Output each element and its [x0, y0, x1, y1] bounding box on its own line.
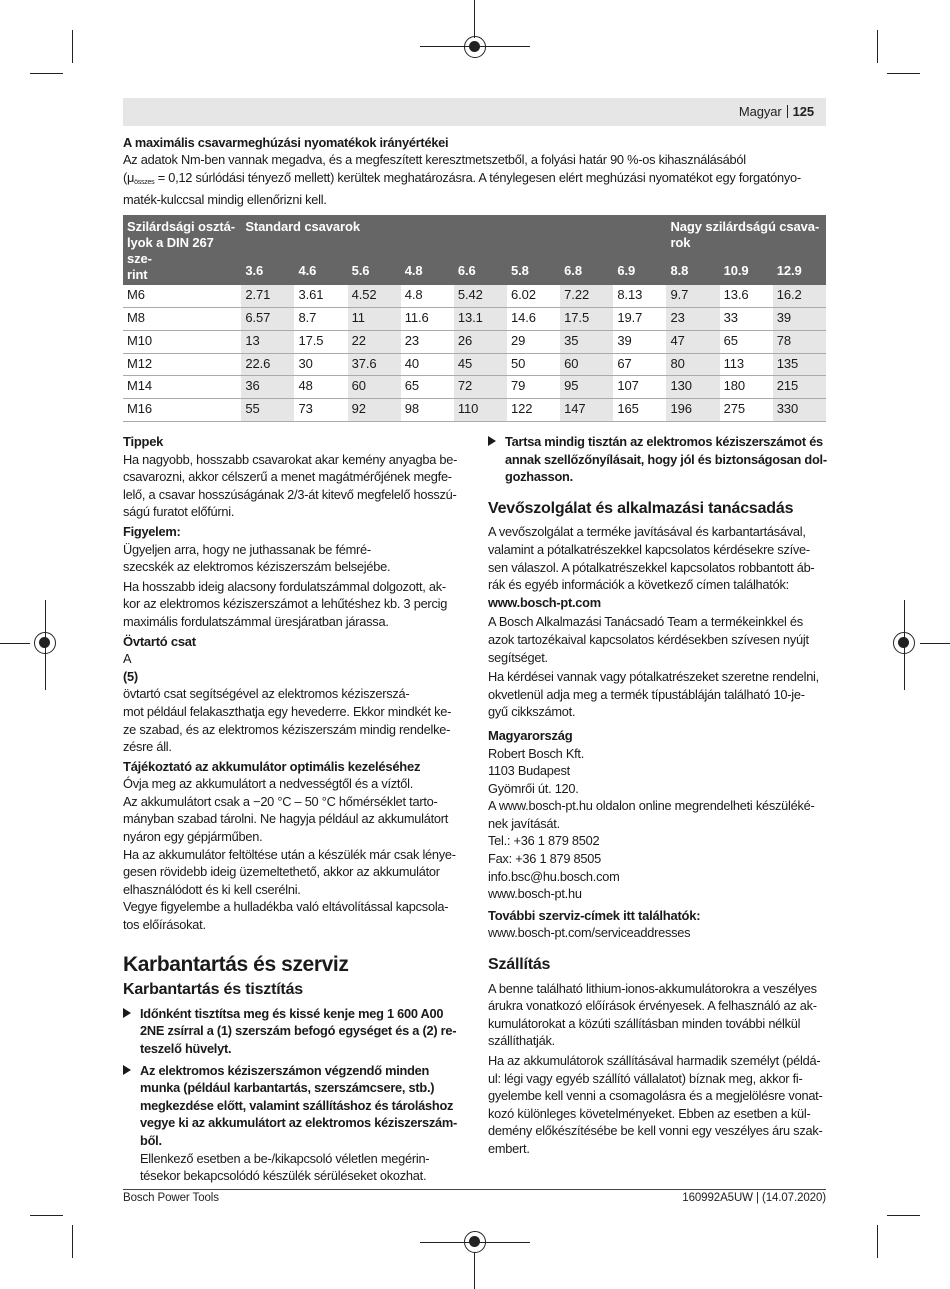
torque-value-cell: 37.6	[348, 353, 401, 376]
more-addresses-title: További szerviz-címek itt találhatók:	[488, 907, 701, 923]
torque-value-cell: 4.8	[401, 285, 454, 308]
transport-heading: Szállítás	[488, 956, 551, 974]
torque-value-cell: 60	[348, 376, 401, 399]
torque-value-cell: 30	[294, 353, 347, 376]
crop-mark	[72, 1225, 73, 1258]
torque-value-cell: 92	[348, 398, 401, 421]
intro-subscript: összes	[134, 178, 155, 186]
intro-line-rest: = 0,12 súrlódási tényező mellett) kerültek meghatározásra. A ténylegesen elért meghúzási nyomatékot egy forgatónyo-	[154, 169, 801, 185]
torque-value-cell: 196	[666, 398, 719, 421]
strength-class-header: 5.6	[348, 261, 401, 285]
torque-value-cell: 17.5	[560, 308, 613, 331]
crop-mark	[0, 643, 30, 644]
text-line: teszelő hüvelyt.	[140, 1041, 232, 1056]
thread-size-cell: M16	[123, 398, 241, 421]
text-line: kor az elektromos kéziszerszámot a lehűtéshez kb. 3 percig	[123, 596, 448, 612]
torque-value-cell: 50	[507, 353, 560, 376]
bullet-arrow-icon	[123, 1065, 131, 1075]
ref-number: (5)	[123, 668, 138, 684]
footer-rule	[123, 1189, 826, 1190]
torque-value-cell: 122	[507, 398, 560, 421]
thread-size-cell: M6	[123, 285, 241, 308]
left-column	[123, 433, 463, 1189]
advice-paragraph	[488, 613, 828, 666]
torque-value-cell: 275	[720, 398, 773, 421]
service-url: www.bosch-pt.com	[488, 594, 601, 610]
text-line: sen válaszol. A pótalkatrészekkel kapcsolatos robbantott áb-	[488, 559, 815, 575]
text-line: Robert Bosch Kft.	[488, 745, 585, 761]
text-line: valamint a pótalkatrészekkel kapcsolatos kérdésekre szíve-	[488, 541, 810, 557]
torque-value-cell: 8.7	[294, 308, 347, 331]
table-header-class	[123, 215, 241, 285]
intro-line	[123, 169, 828, 191]
torque-value-cell: 9.7	[666, 285, 719, 308]
page-header	[739, 104, 814, 119]
header-bar	[123, 98, 826, 126]
text-line: ul: légi vagy egyéb szállító vállalatot) bíznak meg, akkor fi-	[488, 1070, 803, 1086]
torque-value-cell: 67	[613, 353, 666, 376]
crop-mark	[30, 1215, 63, 1216]
table-row	[123, 353, 826, 376]
text-line: embert.	[488, 1140, 530, 1156]
torque-value-cell: 55	[241, 398, 294, 421]
torque-value-cell: 39	[613, 330, 666, 353]
cleaning-heading: Karbantartás és tisztítás	[123, 981, 303, 999]
torque-value-cell: 11.6	[401, 308, 454, 331]
text-line: Az akkumulátort csak a −20 °C – 50 °C hőmérséklet tarto-	[123, 793, 438, 809]
intro-line: maték-kulccsal mindig ellenőrizni kell.	[123, 191, 327, 207]
torque-value-cell: 147	[560, 398, 613, 421]
bullet-item	[123, 1005, 463, 1058]
text-line: csavarozni, akkor célszerű a menet magátmérőjének megfe-	[123, 469, 452, 485]
transport-paragraph	[488, 1052, 828, 1158]
text-line: annak szellőzőnyílásait, hogy jól és biztonságosan dol-	[505, 451, 827, 467]
torque-value-cell: 3.61	[294, 285, 347, 308]
thread-size-cell: M10	[123, 330, 241, 353]
bullet-arrow-icon	[488, 436, 496, 446]
battery-title: Tájékoztató az akkumulátor optimális kezeléséhez	[123, 758, 421, 774]
strength-class-header: 4.6	[294, 261, 347, 285]
bullet-arrow-icon	[123, 1008, 131, 1018]
crop-mark	[920, 643, 950, 644]
strength-class-header: 6.6	[454, 261, 507, 285]
torque-value-cell: 11	[348, 308, 401, 331]
torque-value-cell: 13	[241, 330, 294, 353]
table-body	[123, 285, 826, 421]
tips-paragraph	[123, 451, 463, 521]
torque-value-cell: 47	[666, 330, 719, 353]
torque-value-cell: 33	[720, 308, 773, 331]
text-line: zésre áll.	[123, 739, 172, 755]
text-line: Ha az akkumulátorok szállításával harmadik személyt (példá-	[488, 1053, 821, 1068]
thread-size-cell: M12	[123, 353, 241, 376]
bullet-item	[123, 1062, 463, 1185]
text-line: mányban szabad tárolni. Ne hagyja például az akkumulátort	[123, 811, 449, 827]
text-line-rest: Ügyeljen arra, hogy ne juthassanak be fémré-	[123, 541, 371, 557]
text-line: Fax: +36 1 879 8505	[488, 851, 602, 867]
table-row	[123, 285, 826, 308]
torque-value-cell: 40	[401, 353, 454, 376]
tips-title: Tippek	[123, 434, 164, 449]
more-addresses-url: www.bosch-pt.com/serviceaddresses	[488, 925, 691, 941]
text-line: www.bosch-pt.hu	[488, 886, 582, 902]
registration-mark-icon	[464, 1231, 486, 1253]
torque-value-cell: 113	[720, 353, 773, 376]
text-line: A www.bosch-pt.hu oldalon online megrendelheti készüléké-	[488, 798, 815, 814]
torque-value-cell: 39	[773, 308, 826, 331]
order-paragraph	[488, 668, 828, 721]
torque-value-cell: 26	[454, 330, 507, 353]
torque-value-cell: 165	[613, 398, 666, 421]
torque-value-cell: 8.13	[613, 285, 666, 308]
torque-value-cell: 135	[773, 353, 826, 376]
text-line: Ha hosszabb ideig alacsony fordulatszámmal dolgozott, ak-	[123, 578, 446, 594]
footer-doc-id: 160992A5UW | (14.07.2020)	[682, 1192, 826, 1204]
text-line: demény előkészítésébe be kell vonni egy veszélyes áru szak-	[488, 1123, 823, 1139]
strength-class-header: 6.9	[613, 261, 666, 285]
battery-paragraph	[123, 775, 463, 933]
text-line: nyáron egy gépjárműben.	[123, 829, 263, 845]
text-line: kumulátorokat a közúti szállításban minden további nélkül	[488, 1015, 801, 1031]
text-fragment: A	[123, 651, 132, 667]
country-title: Magyarország	[488, 727, 573, 743]
text-line: azok tartozékaival kapcsolatos kérdésekben szívesen nyújt	[488, 631, 809, 647]
text-line: Ha kérdései vannak vagy pótalkatrészeket szeretne rendelni,	[488, 669, 819, 685]
text-fragment: övtartó csat segítségével az elektromos kéziszerszá-	[123, 686, 410, 702]
text-line: 1103 Budapest	[488, 763, 570, 779]
strength-class-header: 10.9	[720, 261, 773, 285]
crop-mark	[877, 1225, 878, 1258]
torque-value-cell: 23	[401, 330, 454, 353]
strength-class-header: 3.6	[241, 261, 294, 285]
torque-value-cell: 13.6	[720, 285, 773, 308]
torque-value-cell: 23	[666, 308, 719, 331]
text-line: tésekor bekapcsolódó készülék sérüléseket okozhat.	[140, 1168, 427, 1184]
text-line: nek javítását.	[488, 815, 560, 831]
table-row	[123, 330, 826, 353]
crop-mark	[474, 1252, 475, 1289]
torque-value-cell: 65	[720, 330, 773, 353]
table-header-standard: Standard csavarok	[241, 215, 666, 261]
text-line: Vegye figyelembe a hulladékba való eltávolítással kapcsola-	[123, 899, 449, 915]
thread-size-cell: M8	[123, 308, 241, 331]
bullet-item	[488, 433, 828, 486]
page-number: 125	[792, 104, 814, 119]
header-line: rok	[670, 235, 691, 250]
text-line: gesen rövidebb ideig üzemeltethető, akkor az akkumulátor	[123, 864, 440, 880]
text-line: Óvja meg az akkumulátort a nedvességtől és a víztől.	[123, 776, 414, 792]
address-block	[488, 745, 828, 903]
text-line: Ha nagyobb, hosszabb csavarokat akar kemény anyagba be-	[123, 451, 458, 467]
text-line: Időnként tisztítsa meg és kissé kenje meg 1 600 A00	[140, 1005, 444, 1021]
torque-value-cell: 16.2	[773, 285, 826, 308]
crop-mark	[72, 30, 73, 63]
table-row	[123, 376, 826, 399]
crop-mark	[474, 0, 475, 38]
registration-mark-icon	[34, 632, 56, 654]
torque-value-cell: 72	[454, 376, 507, 399]
text-line: lelő, a csavar hosszúságának 2/3-át kitevő megfelelő hosszú-	[123, 486, 457, 502]
torque-intro	[123, 134, 828, 208]
torque-value-cell: 19.7	[613, 308, 666, 331]
cooling-paragraph	[123, 578, 463, 631]
torque-value-cell: 60	[560, 353, 613, 376]
text-line: rák és egyéb információk a következő címen találhatók:	[488, 577, 789, 593]
text-line: gyű cikkszámot.	[488, 704, 576, 720]
belt-clip-title: Övtartó csat	[123, 633, 196, 649]
text-line: Ha az akkumulátor feltöltése után a készülék már csak lénye-	[123, 846, 456, 862]
crop-mark	[887, 1215, 920, 1216]
crop-mark	[887, 73, 920, 74]
text-line	[123, 650, 463, 703]
text-line: info.bsc@hu.bosch.com	[488, 868, 620, 884]
header-line: lyok a DIN 267 sze-	[127, 235, 214, 266]
torque-value-cell: 80	[666, 353, 719, 376]
torque-value-cell: 17.5	[294, 330, 347, 353]
text-line: segítséget.	[488, 649, 548, 665]
header-line: Szilárdsági osztá-	[127, 219, 236, 234]
table-row	[123, 308, 826, 331]
torque-value-cell: 65	[401, 376, 454, 399]
header-separator	[787, 105, 788, 118]
torque-value-cell: 180	[720, 376, 773, 399]
strength-class-header: 8.8	[666, 261, 719, 285]
torque-value-cell: 98	[401, 398, 454, 421]
maintenance-heading: Karbantartás és szerviz	[123, 952, 349, 976]
caution-label: Figyelem:	[123, 523, 181, 539]
torque-value-cell: 4.52	[348, 285, 401, 308]
text-line: maximális fordulatszámmal üresjáratban járassa.	[123, 613, 389, 629]
crop-mark	[877, 30, 878, 63]
table-header-high-strength	[666, 215, 826, 261]
text-line: gyelembe kell venni a csomagolásra és a megjelölésre vonat-	[488, 1088, 823, 1104]
text-line: vegye ki az akkumulátort az elektromos kéziszerszám-	[140, 1115, 458, 1131]
torque-table	[123, 215, 826, 422]
torque-value-cell: 36	[241, 376, 294, 399]
text-line: 2NE zsírral a (1) szerszám befogó egységet és a (2) re-	[140, 1023, 457, 1039]
text-line: megkezdése előtt, valamint szállításhoz és tároláshoz	[140, 1097, 454, 1113]
torque-value-cell: 78	[773, 330, 826, 353]
text-line: zе szabad, és az elektromos kéziszerszám mindig rendelke-	[123, 721, 451, 737]
torque-value-cell: 22.6	[241, 353, 294, 376]
torque-value-cell: 35	[560, 330, 613, 353]
text-line: Tel.: +36 1 879 8502	[488, 833, 600, 849]
text-line: ságú furatot előfúrni.	[123, 504, 235, 520]
text-line: szállíthatják.	[488, 1033, 555, 1049]
text-line: szecskék az elektromos kéziszerszám belsejébe.	[123, 559, 391, 575]
strength-class-header: 5.8	[507, 261, 560, 285]
text-line: A vevőszolgálat a terméke javításával és karbantartásával,	[488, 524, 806, 540]
header-line: rint	[127, 267, 148, 282]
header-language: Magyar	[738, 104, 782, 119]
text-line	[140, 1132, 463, 1167]
torque-value-cell: 130	[666, 376, 719, 399]
transport-paragraph	[488, 980, 828, 1050]
text-line: munka (például karbantartás, szerszámcsere, stb.)	[140, 1080, 435, 1096]
section-title: A maximális csavarmeghúzási nyomatékok irányértékei	[123, 135, 449, 150]
intro-mu: (μ	[123, 169, 135, 185]
thread-size-cell: M14	[123, 376, 241, 399]
text-line: mot például felakaszthatja egy hevederre. Ekkor mindkét ke-	[123, 703, 452, 719]
torque-value-cell: 14.6	[507, 308, 560, 331]
torque-value-cell: 6.02	[507, 285, 560, 308]
text-line: kozó különleges követelményeket. Ebben az esetben a kül-	[488, 1105, 811, 1121]
footer-brand: Bosch Power Tools	[123, 1192, 219, 1204]
belt-clip-paragraph	[123, 650, 463, 756]
torque-value-cell: 330	[773, 398, 826, 421]
torque-value-cell: 6.57	[241, 308, 294, 331]
text-line: okvetlenül adja meg a termék típustábláján található 10-je-	[488, 686, 805, 702]
torque-value-cell: 29	[507, 330, 560, 353]
service-paragraph	[488, 523, 828, 611]
intro-line: Az adatok Nm-ben vannak megadva, és a megfeszített keresztmetszetből, a folyási határ 90 %-os kihasználásából	[123, 152, 746, 168]
torque-value-cell: 73	[294, 398, 347, 421]
torque-value-cell: 215	[773, 376, 826, 399]
text-line: Tartsa mindig tisztán az elektromos kéziszerszámot és	[505, 434, 823, 449]
torque-value-cell: 95	[560, 376, 613, 399]
registration-mark-icon	[893, 632, 915, 654]
caution-paragraph	[123, 523, 463, 576]
text-fragment: ből.	[140, 1132, 162, 1148]
torque-value-cell: 45	[454, 353, 507, 376]
torque-value-cell: 79	[507, 376, 560, 399]
text-fragment: Ellenkező esetben a be-/kikapcsoló véletlen megérin-	[140, 1150, 430, 1166]
header-line: Nagy szilárdságú csava-	[670, 219, 820, 234]
right-column	[488, 433, 828, 1160]
torque-value-cell: 7.22	[560, 285, 613, 308]
service-heading: Vevőszolgálat és alkalmazási tanácsadás	[488, 499, 794, 517]
torque-value-cell: 107	[613, 376, 666, 399]
registration-mark-icon	[464, 36, 486, 58]
text-line: gozhasson.	[505, 469, 573, 485]
text-line: Gyömrői út. 120.	[488, 780, 579, 796]
strength-class-header: 12.9	[773, 261, 826, 285]
text-line: árukra vonatkozó előírások érvényesek. A felhasználó az ak-	[488, 998, 817, 1014]
text-line	[123, 523, 463, 558]
crop-mark	[30, 73, 63, 74]
strength-class-header: 4.8	[401, 261, 454, 285]
torque-value-cell: 2.71	[241, 285, 294, 308]
text-line: Az elektromos kéziszerszámon végzendő minden	[140, 1062, 430, 1078]
torque-value-cell: 13.1	[454, 308, 507, 331]
text-line: A Bosch Alkalmazási Tanácsadó Team a termékeinkkel és	[488, 614, 803, 630]
torque-value-cell: 48	[294, 376, 347, 399]
text-line: A benne található lithium-ionos-akkumulátorokra a veszélyes	[488, 980, 817, 996]
text-line: elhasználódott és ki kell cserélni.	[123, 881, 301, 897]
torque-value-cell: 110	[454, 398, 507, 421]
torque-value-cell: 22	[348, 330, 401, 353]
table-row	[123, 398, 826, 421]
strength-class-header: 6.8	[560, 261, 613, 285]
torque-value-cell: 5.42	[454, 285, 507, 308]
text-line: tos előírásokat.	[123, 917, 206, 933]
